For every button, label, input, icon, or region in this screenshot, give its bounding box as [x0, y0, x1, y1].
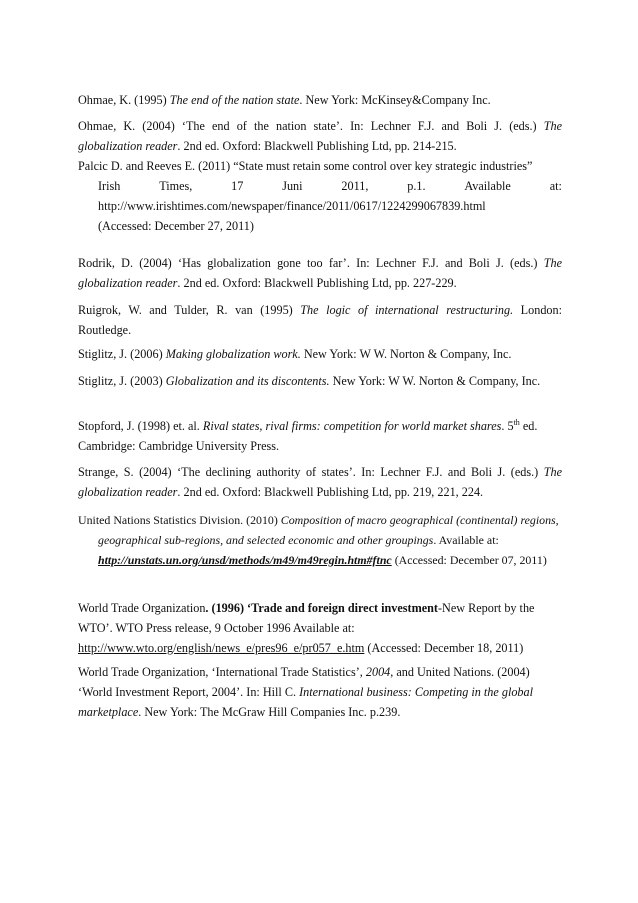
reference-title: The globalization reader	[78, 256, 562, 290]
reference-text: Stopford, J. (1998) et. al.	[78, 419, 203, 433]
reference-strange-2004	[78, 462, 562, 502]
reference-ohmae-2004	[78, 116, 562, 156]
reference-text: United Nations Statistics Division. (2010)	[78, 513, 281, 527]
reference-wto-1996	[78, 598, 562, 658]
reference-year: 2004	[365, 665, 391, 679]
reference-title: . (1996) ‘Trade and foreign direct investment	[205, 601, 438, 615]
reference-stiglitz-2003	[78, 371, 562, 391]
reference-text: . 2nd ed. Oxford: Blackwell Publishing Ltd, pp. 214-215.	[177, 139, 457, 153]
reference-text: Ruigrok, W. and Tulder, R. van (1995)	[78, 303, 301, 317]
reference-accessed: (Accessed: December 27, 2011)	[98, 219, 254, 233]
reference-text: (Accessed: December 07, 2011)	[391, 553, 547, 567]
reference-text: , and United Nations. (2004) ‘World Investment Report, 2004’. In: Hill C.	[78, 665, 530, 699]
reference-text: . 2nd ed. Oxford: Blackwell Publishing Ltd, pp. 227-229.	[177, 276, 457, 290]
reference-text: . New York: McKinsey&Company Inc.	[299, 93, 491, 107]
reference-text: Rodrik, D. (2004) ‘Has globalization gone too far’. In: Lechner F.J. and Boli J. (eds.)	[78, 256, 544, 270]
reference-title: International business: Competing in the global marketplace	[78, 685, 533, 719]
reference-text: London: Routledge.	[78, 303, 562, 337]
reference-text: Stiglitz, J. (2006)	[78, 347, 166, 361]
reference-url[interactable]: http://www.irishtimes.com/newspaper/finance/2011/0617/1224299067839.html	[98, 199, 486, 213]
reference-text: . New York: The McGraw Hill Companies Inc. p.239.	[138, 705, 401, 719]
reference-text: New York: W W. Norton & Company, Inc.	[300, 347, 512, 361]
reference-link[interactable]: http://unstats.un.org/unsd/methods/m49/m49regin.htm#ftnc	[98, 553, 392, 567]
reference-text: World Trade Organization, ‘International Trade Statistics’,	[78, 665, 366, 679]
reference-title: The end of the nation state	[169, 93, 300, 107]
reference-text: . Available at:	[433, 533, 499, 547]
reference-text: (Accessed: December 18, 2011)	[364, 641, 524, 655]
reference-title: Rival states, rival firms: competition for world market shares	[202, 419, 502, 433]
reference-line: Irish Times, 17 Juni 2011, p.1. Available at:	[98, 179, 562, 193]
reference-un-2010	[78, 510, 582, 570]
reference-superscript: th	[513, 417, 520, 427]
reference-ruigrok-1995	[78, 300, 562, 340]
reference-ohmae-1995	[78, 90, 562, 110]
reference-stiglitz-2006	[78, 344, 562, 364]
reference-title: Composition of macro geographical (continental) regions, geographical sub-regions, and selected economic and other groupings	[98, 513, 559, 547]
reference-text: Strange, S. (2004) ‘The declining authority of states’. In: Lechner F.J. and Boli J. (eds.)	[78, 465, 544, 479]
reference-text: World Trade Organization	[78, 601, 206, 615]
reference-text: New York: W W. Norton & Company, Inc.	[329, 374, 541, 388]
reference-text: Ohmae, K. (1995)	[78, 93, 170, 107]
reference-rodrik-2004	[78, 253, 562, 293]
reference-title: The globalization reader	[78, 119, 562, 153]
reference-wto-2004	[78, 662, 562, 722]
reference-text: Stiglitz, J. (2003)	[78, 374, 166, 388]
reference-title: Making globalization work.	[165, 347, 301, 361]
reference-stopford-1998	[78, 416, 562, 456]
reference-text: Ohmae, K. (2004) ‘The end of the nation state’. In: Lechner F.J. and Boli J. (eds.)	[78, 119, 544, 133]
reference-palcic-2011	[78, 156, 562, 236]
reference-text: . 2nd ed. Oxford: Blackwell Publishing Ltd, pp. 219, 221, 224.	[177, 485, 484, 499]
reference-title: The globalization reader	[78, 465, 562, 499]
reference-title: Globalization and its discontents.	[165, 374, 330, 388]
reference-text: Palcic D. and Reeves E. (2011) “State must retain some control over key strategic industries”	[78, 159, 533, 173]
reference-text: ed. Cambridge: Cambridge University Press.	[78, 419, 538, 453]
reference-text: . 5	[501, 419, 514, 433]
reference-link[interactable]: http://www.wto.org/english/news_e/pres96_e/pr057_e.htm	[78, 641, 365, 655]
reference-title: The logic of international restructuring.	[300, 303, 514, 317]
reference-text: -New Report by the WTO’. WTO Press release, 9 October 1996 Available at:	[78, 601, 535, 635]
